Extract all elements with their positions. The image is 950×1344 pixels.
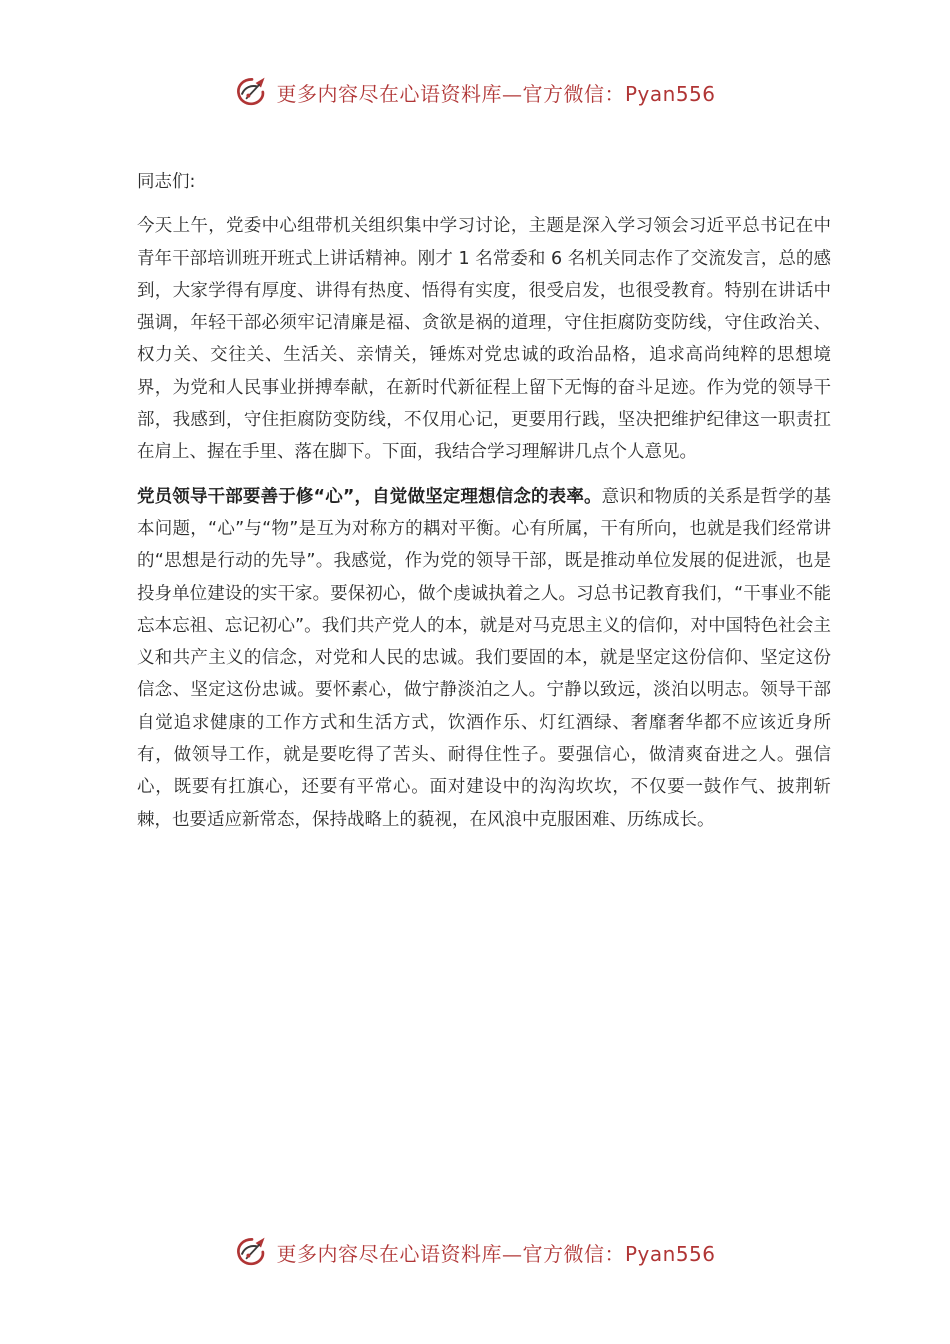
watermark-text-en: Pyan556 xyxy=(624,1241,716,1266)
pen-swirl-logo-icon xyxy=(234,74,270,110)
paragraph-section-1-heading: 党员领导干部要善于修“心”，自觉做坚定理想信念的表率。 xyxy=(137,486,602,507)
greeting: 同志们: xyxy=(137,172,196,192)
header-watermark xyxy=(0,72,950,112)
watermark-text xyxy=(276,78,715,107)
paragraph-section-1-body: 意识和物质的关系是哲学的基本问题，“心”与“物”是互为对称方的耦对平衡。心有所属，干有所向，也就是我们经常讲的“思想是行动的先导”。我感觉，作为党的领导干部，既是推动单位发展的促进派，也是投身单位建设的实干家。要保初心，做个虔诚执着之人。习总书记教育我们，“干事业不能忘本忘祖、忘记初心”。我们共产党人的本，就是对马克思主义的信仰，对中国特色社会主义和共产主义的信念，对党和人民的忠诚。我们要固的本，就是坚定这份信仰、坚定这份信念、坚定这份忠诚。要怀素心，做宁静淡泊之人。宁静以致远，淡泊以明志。领导干部自觉追求健康的工作方式和生活方式，饮酒作乐、灯红酒绿、奢靡奢华都不应该近身所有，做领导工作，就是要吃得了苦头、耐得住性子。要强信心，做清爽奋进之人。强信心，既要有扛旗心，还要有平常心。面对建设中的沟沟坎坎，不仅要一鼓作气、披荆斩棘，也要适应新常态，保持战略上的藐视，在风浪中克服困难、历练成长。 xyxy=(137,486,831,830)
footer-watermark xyxy=(0,1232,950,1272)
paragraph-section-1 xyxy=(137,481,831,836)
paragraph-intro: 今天上午，党委中心组带机关组织集中学习讨论，主题是深入学习领会习近平总书记在中青年干部培训班开班式上讲话精神。刚才 1 名常委和 6 名机关同志作了交流发言，总的感到，大家学得有厚度、讲得有热度、悟得有实度，很受启发，也很受教育。特别在讲话中强调，年轻干部必须牢记清廉是福、贪欲是祸的道理，守住拒腐防变防线，守住政治关、权力关、交往关、生活关、亲情关，锤炼对党忠诚的政治品格，追求高尚纯粹的思想境界，为党和人民事业拼搏奉献，在新时代新征程上留下无悔的奋斗足迹。作为党的领导干部，我感到，守住拒腐防变防线，不仅用心记，更要用行践，坚决把维护纪律这一职责扛在肩上、握在手里、落在脚下。下面，我结合学习理解讲几点个人意见。 xyxy=(137,216,831,463)
watermark-text xyxy=(276,1238,715,1267)
document-body xyxy=(137,166,831,836)
pen-swirl-logo-icon xyxy=(234,1234,270,1270)
watermark-text-en: Pyan556 xyxy=(624,81,716,106)
watermark-text-cn: 更多内容尽在心语资料库—官方微信： xyxy=(276,1241,625,1266)
watermark-text-cn: 更多内容尽在心语资料库—官方微信： xyxy=(276,81,625,106)
